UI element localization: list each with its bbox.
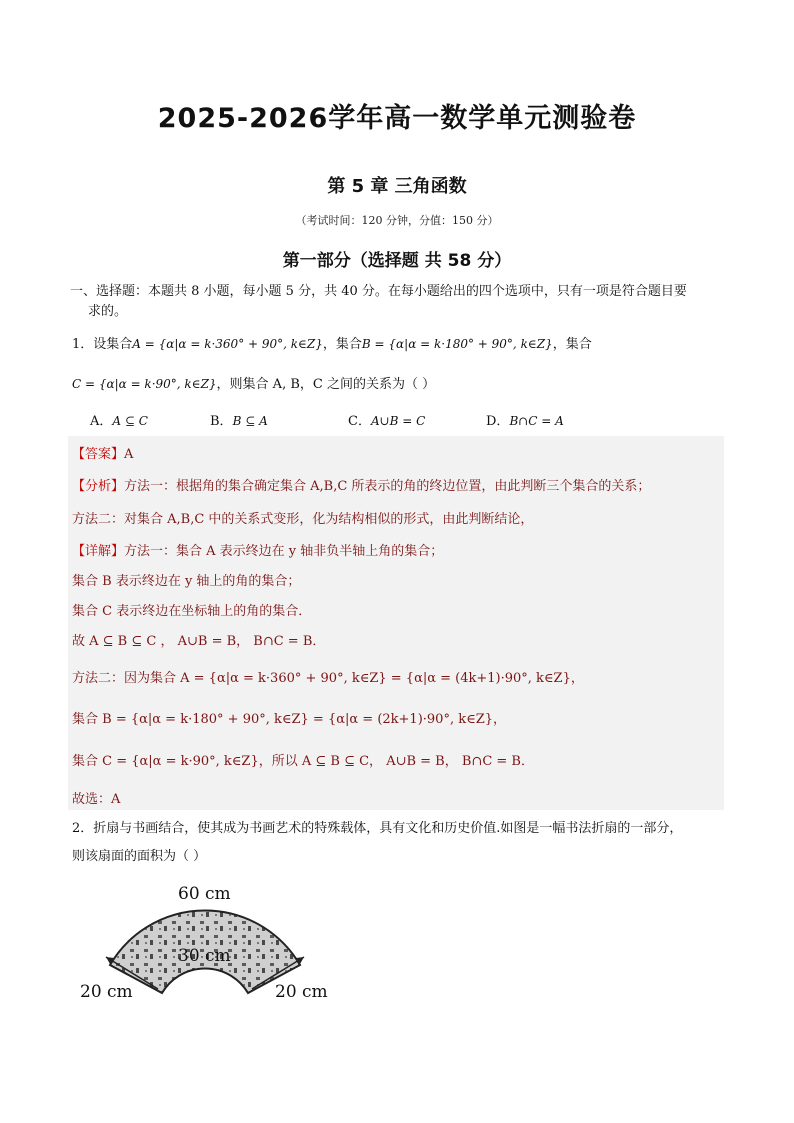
set-a-definition: A = {α|α = k·360° + 90°, k∈Z} (132, 337, 323, 351)
analysis-tag: 【分析】 (72, 479, 125, 494)
question-2-line-2: 则该扇面的面积为（ ） (72, 849, 207, 864)
set-c-definition: C = {α|α = k·90°, k∈Z} (72, 377, 217, 391)
analysis-line-1: 【分析】方法一：根据角的集合确定集合 A,B,C 所表示的角的终边位置，由此判断三个集合的关系； (72, 479, 651, 494)
question-1-line-2 (72, 373, 435, 392)
q1-suffix: ，集合 (552, 337, 592, 352)
answer-value: A (124, 447, 134, 462)
detail-line-1: 【详解】方法一：集合 A 表示终边在 y 轴非负半轴上角的集合； (72, 544, 444, 559)
q1-prefix: 1．设集合 (72, 337, 133, 352)
fan-left-label: 20 cm (80, 982, 133, 1002)
option-d[interactable]: D．B∩C = A (486, 414, 564, 429)
page-title: 2025-2026学年高一数学单元测验卷 (157, 103, 637, 134)
fan-inner-label: 30 cm (178, 946, 231, 966)
option-c[interactable]: C．A∪B = C (348, 414, 426, 429)
section-instructions (70, 282, 730, 322)
exam-info: （考试时间：120 分钟，分值：150 分） (295, 214, 499, 227)
instructions-line-2: 求的。 (88, 304, 128, 319)
q1-mid: ，集合 (322, 337, 362, 352)
answer-tag: 【答案】 (72, 447, 125, 462)
q1-line2-suffix: ，则集合 A, B，C 之间的关系为（ ） (216, 377, 436, 392)
option-b[interactable]: B．B ⊆ A (210, 414, 268, 429)
chapter-title: 第 5 章 三角函数 (327, 176, 467, 197)
question-2 (72, 815, 732, 871)
question-1-line-1 (72, 333, 592, 352)
option-a[interactable]: A．A ⊆ C (90, 414, 148, 429)
detail-line-2: 集合 B 表示终边在 y 轴上的角的集合； (72, 574, 301, 589)
detail-tag: 【详解】 (72, 544, 125, 559)
fan-right-label: 20 cm (275, 982, 328, 1002)
question-2-line-1: 2．折扇与书画结合，使其成为书画艺术的特殊载体，具有文化和历史价值.如图是一幅书法折扇的一部分， (72, 821, 683, 836)
detail-line-3: 集合 C 表示终边在坐标轴上的角的集合． (72, 604, 312, 619)
instructions-line-1: 一、选择题：本题共 8 小题，每小题 5 分，共 40 分。在每小题给出的四个选项中，只有一项是符合题目要 (70, 284, 687, 299)
method2-line-b: 集合 B = {α|α = k·180° + 90°, k∈Z} = {α|α = (2k+1)·90°, k∈Z}， (72, 712, 507, 727)
method2-line-a: 方法二：因为集合 A = {α|α = k·360° + 90°, k∈Z} = {α|α = (4k+1)·90°, k∈Z}， (72, 671, 584, 686)
answer-line (72, 443, 133, 462)
fan-top-label: 60 cm (178, 884, 231, 904)
method2-line-c: 集合 C = {α|α = k·90°, k∈Z}，所以 A ⊆ B ⊆ C， A∪B = B， B∩C = B． (72, 754, 534, 769)
final-choice: 故选：A (72, 792, 121, 807)
set-b-definition: B = {α|α = k·180° + 90°, k∈Z} (361, 337, 553, 351)
part-title: 第一部分（选择题 共 58 分） (282, 251, 512, 271)
detail-line-4: 故 A ⊆ B ⊆ C ， A∪B = B， B∩C = B． (72, 634, 326, 649)
analysis-line-2: 方法二：对集合 A,B,C 中的关系式变形，化为结构相似的形式，由此判断结论， (72, 512, 534, 527)
